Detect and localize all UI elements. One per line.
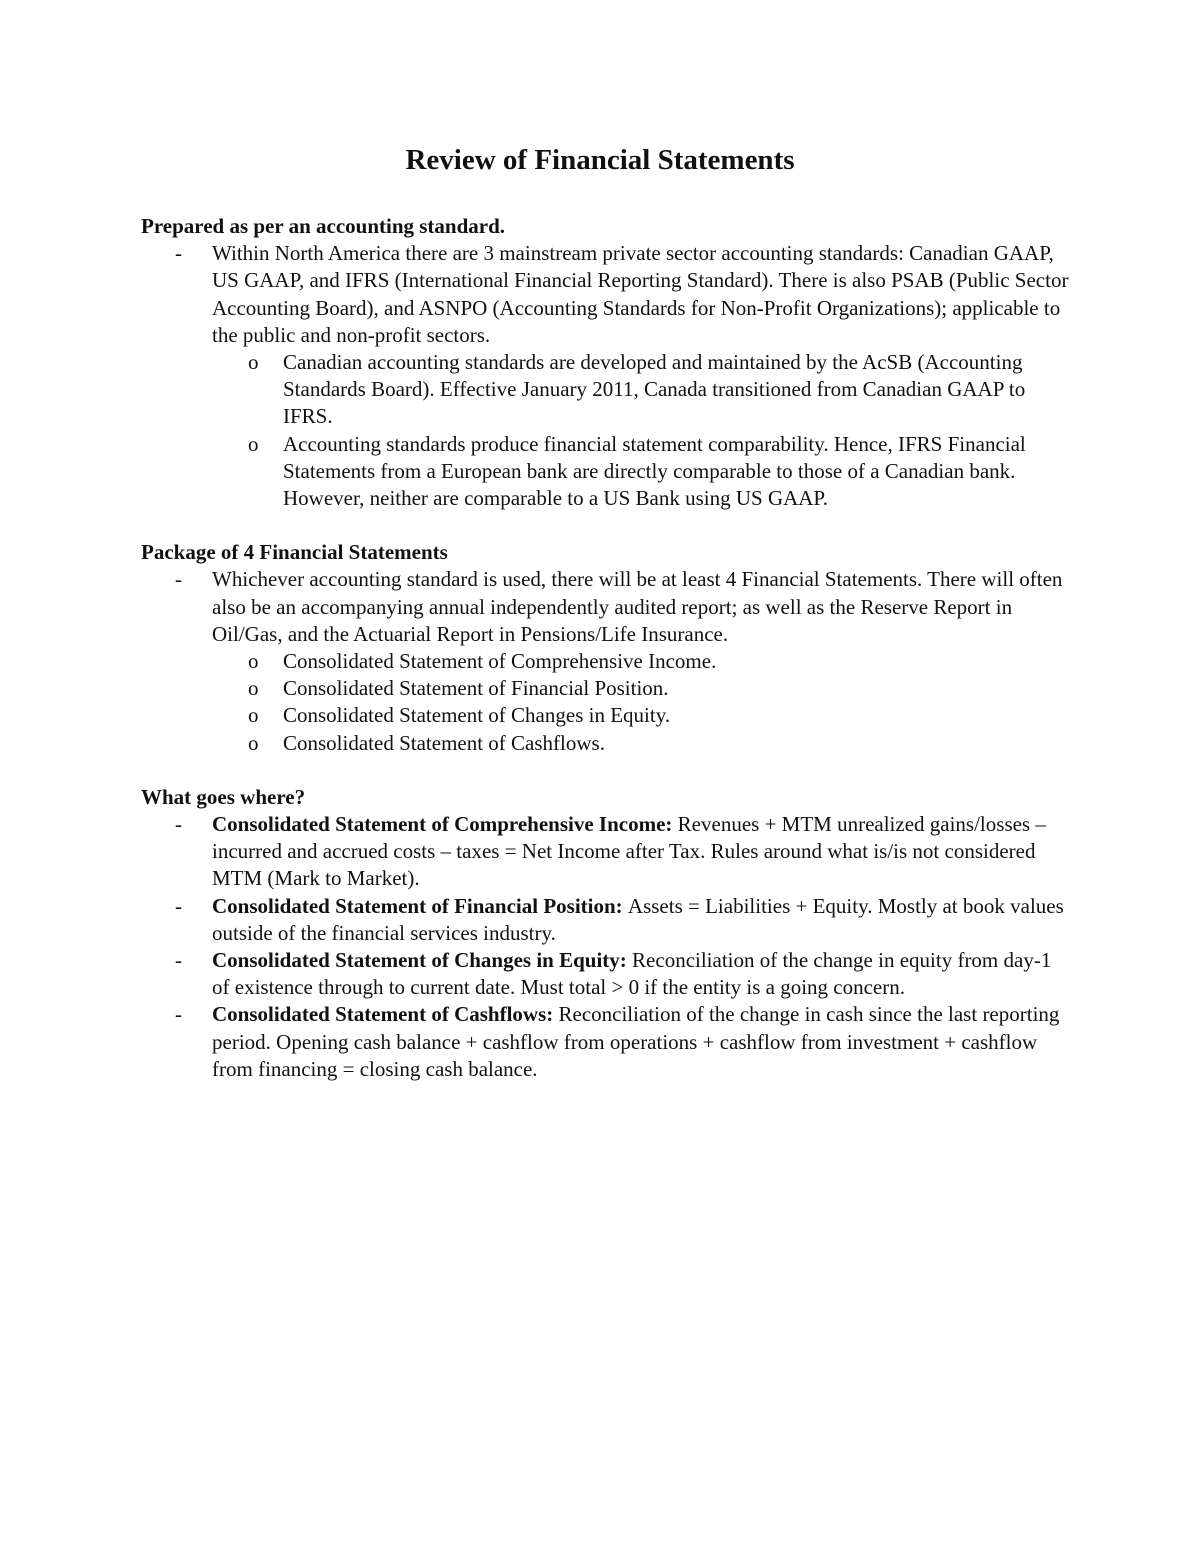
sub-list-item-text: Consolidated Statement of Financial Position. [283,676,669,701]
dash-bullet: - [175,948,182,973]
section-heading: What goes where? [141,784,306,809]
sub-list-item-text: Consolidated Statement of Cashflows. [283,730,605,755]
circle-bullet: o [248,350,259,375]
dash-bullet: - [175,893,182,918]
list-item-text: Whichever accounting standard is used, there will be at least 4 Financial Statements. There will often also be an accompanying annual independently audited report; as well as the Reserve Report in Oil/Gas, and the Actuarial Report in Pensions/Life Insurance. [212,567,1063,646]
document-body [141,213,1071,1110]
section-heading: Package of 4 Financial Statements [141,540,448,565]
list-item-text: Revenues + MTM unrealized gains/losses – incurred and accrued costs – taxes = Net Income after Tax. Rules around what is/is not considered MTM (Mark to Market). [212,812,1046,891]
list-item-lead: Consolidated Statement of Cashflows: [212,1002,559,1027]
page-title: Review of Financial Statements [405,144,795,176]
list-item-lead: Consolidated Statement of Financial Position: [212,893,628,918]
list-item-lead: Consolidated Statement of Comprehensive Income: [212,812,678,837]
section-heading: Prepared as per an accounting standard. [141,214,506,238]
sub-list-item [141,730,1071,757]
sub-list-item [141,349,1071,431]
list-item [141,566,1071,648]
list-item [141,240,1071,349]
sub-list-item [141,702,1071,729]
section-what-goes-where [141,784,1071,1083]
list-item-text: Reconciliation of the change in cash since the last reporting period. Opening cash balance + cashflow from operations + cashflow from investment + cashflow from financing = closing cash balance. [212,1002,1060,1081]
sub-list-item [141,431,1071,513]
list-item [141,1001,1071,1083]
section-financial-statements-package [141,539,1071,757]
sub-list-item-text: Consolidated Statement of Changes in Equity. [283,703,671,728]
circle-bullet: o [248,431,259,456]
circle-bullet: o [248,730,259,755]
sub-list-item-text: Accounting standards produce financial statement comparability. Hence, IFRS Financial Statements from a European bank are directly comparable to those of a Canadian bank. However, neither are comparable to a US Bank using US GAAP. [283,431,1026,511]
sub-list-item [141,675,1071,702]
section-accounting-standard [141,213,1071,512]
dash-bullet: - [175,1002,182,1027]
list-item-text: Assets = Liabilities + Equity. Mostly at book values outside of the financial services industry. [212,893,1064,945]
list-item [141,893,1071,947]
dash-bullet: - [175,812,182,837]
circle-bullet: o [248,676,259,701]
sub-list-item-text: Consolidated Statement of Comprehensive Income. [283,649,717,674]
dash-bullet: - [175,567,182,592]
list-item-text: Within North America there are 3 mainstream private sector accounting standards: Canadian GAAP, US GAAP, and IFRS (International Financial Reporting Standard). There is also PSAB (Public Sector Accounting Board), and ASNPO (Accounting Standards for Non-Profit Organizations); applicable to the public and non-profit sectors. [212,241,1069,347]
circle-bullet: o [248,703,259,728]
list-item [141,811,1071,893]
list-item-text: Reconciliation of the change in equity from day-1 of existence through to current date. Must total > 0 if the entity is a going concern. [212,948,1052,1000]
sub-list-item [141,648,1071,675]
sub-list-item-text: Canadian accounting standards are developed and maintained by the AcSB (Accounting Standards Board). Effective January 2011, Canada transitioned from Canadian GAAP to IFRS. [283,350,1026,429]
dash-bullet: - [175,241,182,266]
list-item-lead: Consolidated Statement of Changes in Equity: [212,948,633,973]
circle-bullet: o [248,649,259,674]
list-item [141,947,1071,1001]
